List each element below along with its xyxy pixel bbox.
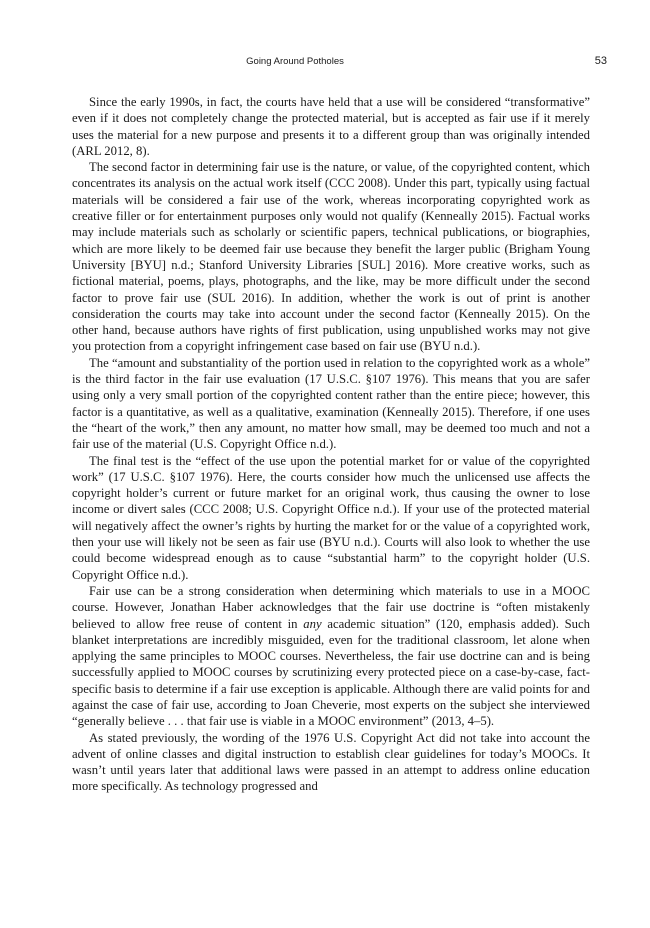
body-text xyxy=(72,94,590,795)
paragraph-fair-use-mooc-part-2: academic situation” (120, emphasis added). Such blanket interpretations are incredibly misguided, even for the traditional classroom, let alone when applying the same principles to MOOC courses. Nevertheless, the fair use doctrine can and is being successfully applied to MOOC courses by scrutinizing every protected piece on a case-by-case, fact-specific basis to determine if a fair use exception is applicable. Although there are valid points for and against the case of fair use, according to Joan Cheverie, most experts on the subject she interviewed “generally believe . . . that fair use is viable in a MOOC environment” (2013, 4–5). xyxy=(72,616,590,729)
page-number: 53 xyxy=(594,55,607,67)
running-title: Going Around Potholes xyxy=(246,56,344,67)
paragraph-third-factor: The “amount and substantiality of the portion used in relation to the copyrighted work as a whole” is the third factor in the fair use evaluation (17 U.S.C. §107 1976). This means that you are safer using only a very small portion of the copyrighted content rather than the entire piece; however, this factor is a quantitative, as well as a qualitative, examination (Kenneally 2015). Therefore, if one uses the “heart of the work,” then any amount, no matter how small, may be deemed too much and not a fair use of the material (U.S. Copyright Office n.d.). xyxy=(72,355,590,452)
paragraph-fair-use-mooc-part-1: Fair use can be a strong consideration when determining which materials to use in a MOOC course. However, Jonathan Haber acknowledges that the fair use doctrine is “often mistakenly believed to allow free reuse of content in xyxy=(72,583,590,631)
paragraph-final-test: The final test is the “effect of the use upon the potential market for or value of the copyrighted work” (17 U.S.C. §107 1976). Here, the courts consider how much the unlicensed use affects the copyright holder’s current or future market for an original work, thus causing the owner to lose income or divert sales (CCC 2008; U.S. Copyright Office n.d.). If your use of the protected material will negatively affect the owner’s rights by hurting the market for or the value of a copyrighted work, then your use will likely not be seen as fair use (BYU n.d.). Courts will also look to whether the use could become widespread enough as to cause “substantial harm” to the copyright holder (U.S. Copyright Office n.d.). xyxy=(72,453,590,582)
paragraph-fair-use-mooc xyxy=(72,583,590,730)
paragraph-second-factor: The second factor in determining fair use is the nature, or value, of the copyrighted content, which concentrates its analysis on the actual work itself (CCC 2008). Under this part, typically using factual materials will be considered a fair use of the work, whereas incorporating copyrighted work as creative filler or for entertainment purposes only would not qualify (Kenneally 2015). Factual works may include materials such as scholarly or scientific papers, technical publications, or biographies, which are more likely to be deemed fair use because they benefit the larger public (Brigham Young University [BYU] n.d.; Stanford University Libraries [SUL] 2016). More creative works, such as fictional material, poems, plays, photographs, and the like, may be more difficult under the second factor to prove fair use (SUL 2016). In addition, whether the work is out of print is another consideration the courts may take into account under the second factor (Kenneally 2015). On the other hand, because authors have rights of first publication, using unpublished works may not give you protection from a copyright infringement case based on fair use (BYU n.d.). xyxy=(72,160,590,354)
running-head xyxy=(0,56,650,72)
paragraph-copyright-act: As stated previously, the wording of the 1976 U.S. Copyright Act did not take into account the advent of online classes and digital instruction to establish clear guidelines for today’s MOOCs. It wasn’t until years later that additional laws were passed in an attempt to address online education more specifically. As technology progressed and xyxy=(72,730,590,794)
emphasis-any: any xyxy=(303,616,322,631)
paragraph-transformative-use: Since the early 1990s, in fact, the courts have held that a use will be considered “transformative” even if it does not completely change the protected material, but is accepted as fair use if it merely uses the material for a new purpose and presents it to a different group than was originally intended (ARL 2012, 8). xyxy=(72,95,590,158)
